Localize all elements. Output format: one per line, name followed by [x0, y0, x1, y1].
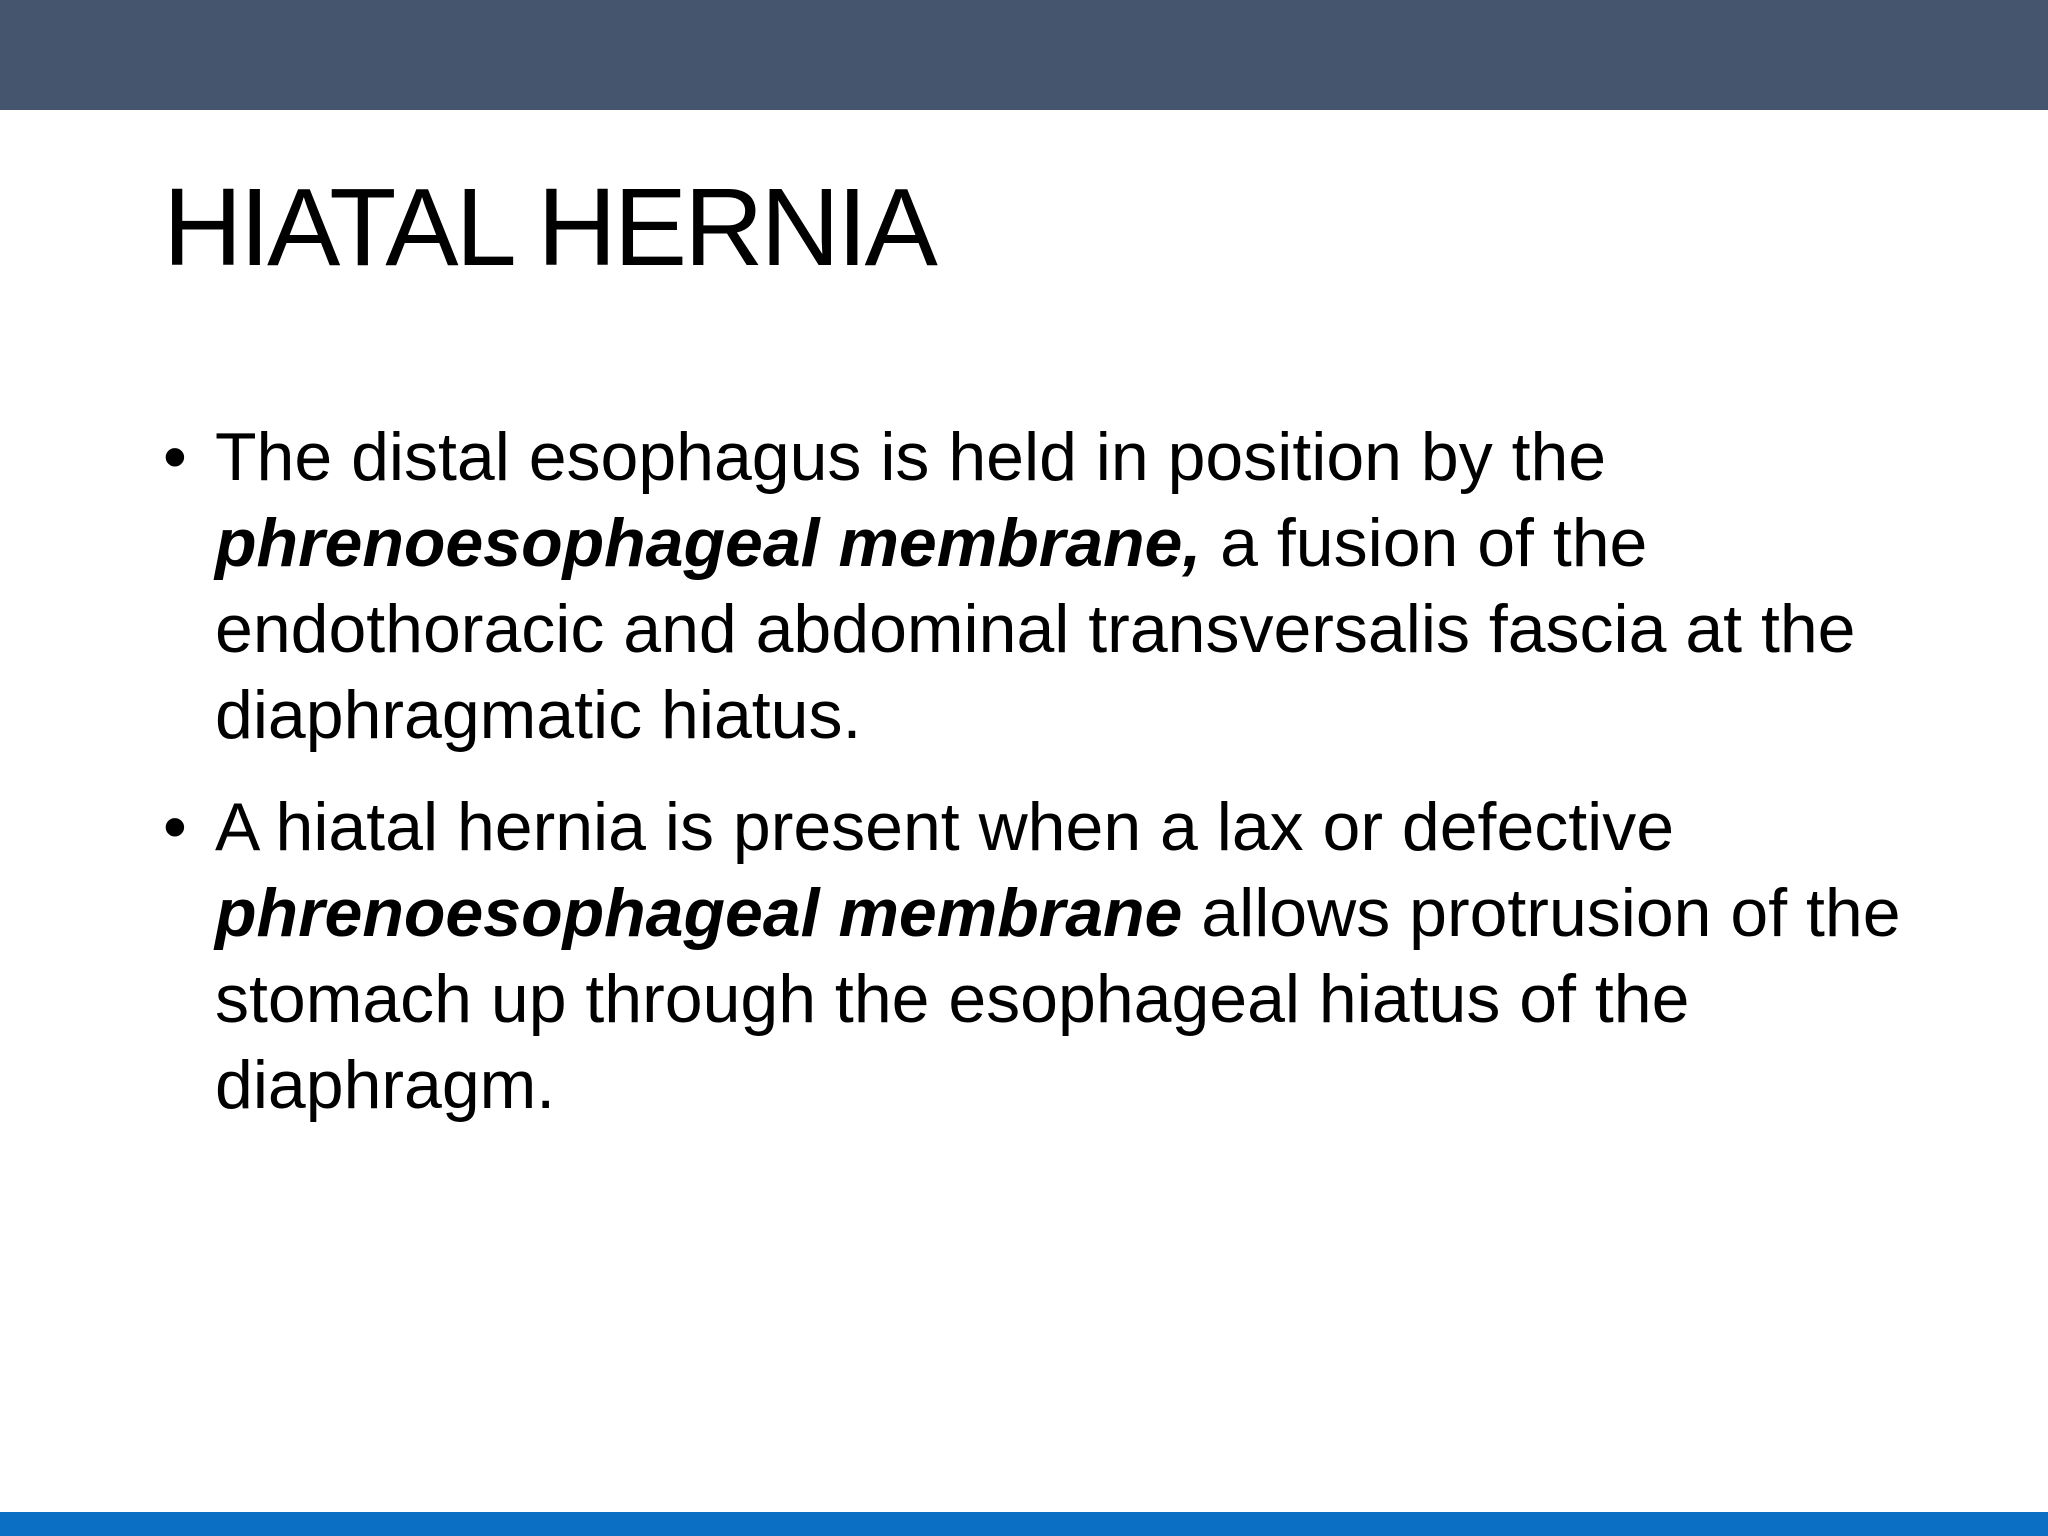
bullet-emphasis: phrenoesophageal membrane [215, 875, 1183, 951]
bullet-emphasis: phrenoesophageal membrane, [215, 505, 1202, 581]
bottom-banner [0, 1512, 2048, 1536]
top-banner [0, 0, 2048, 110]
slide-title: HIATAL HERNIA [163, 166, 935, 289]
bullet-text: A hiatal hernia is present when a lax or defective [215, 789, 1675, 865]
bullet-text: allows protrusion of the stomach up through the esophageal hiatus of the diaphragm. [215, 875, 1901, 1123]
bullet-item [163, 784, 1903, 1128]
bullet-marker: • [163, 789, 187, 865]
bullet-item [163, 414, 1903, 758]
bullet-text: The distal esophagus is held in position by the [215, 419, 1607, 495]
bullet-marker: • [163, 419, 187, 495]
bullet-list [163, 414, 1903, 1154]
bullet-text: a fusion of the endothoracic and abdominal transversalis fascia at the diaphragmatic hiatus. [215, 505, 1856, 753]
